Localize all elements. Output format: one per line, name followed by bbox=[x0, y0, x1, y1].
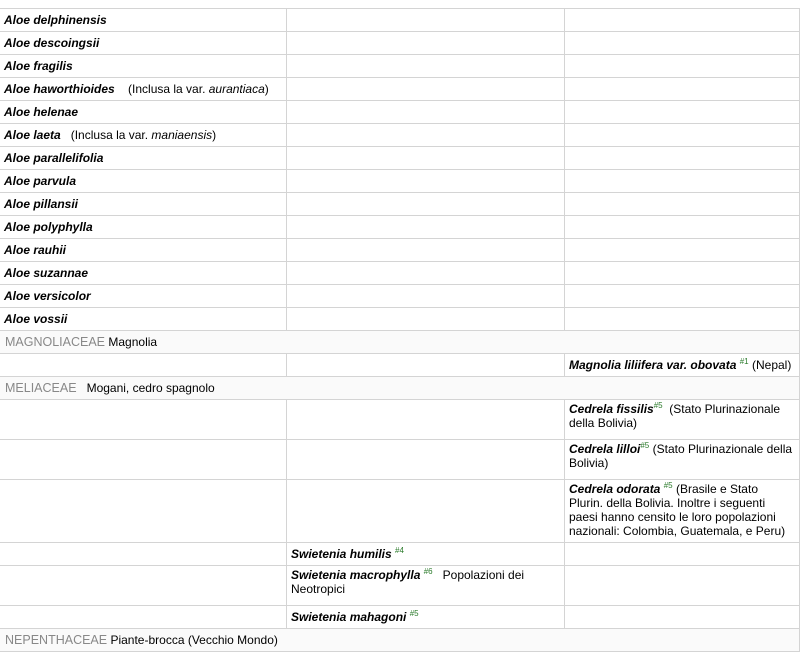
family-common-name: Mogani, cedro spagnolo bbox=[86, 381, 215, 395]
appendix-i-cell bbox=[0, 606, 287, 629]
appendix-ii-cell bbox=[287, 124, 565, 147]
table-row bbox=[0, 262, 800, 285]
appendix-ii-cell bbox=[287, 480, 565, 543]
species-note bbox=[128, 82, 269, 96]
appendix-i-cell bbox=[0, 101, 287, 124]
note-text: (Inclusa la var. bbox=[128, 82, 209, 96]
family-header-cell bbox=[0, 629, 800, 652]
species-name: Aloe rauhii bbox=[4, 243, 67, 257]
table-row bbox=[0, 440, 800, 480]
annotation-link[interactable]: #5 bbox=[663, 481, 673, 490]
appendix-i-cell bbox=[0, 32, 287, 55]
table-row bbox=[0, 543, 800, 566]
species-name: Aloe parallelifolia bbox=[4, 151, 104, 165]
appendix-iii-cell bbox=[565, 216, 800, 239]
appendix-iii-cell bbox=[565, 400, 800, 440]
appendix-i-cell bbox=[0, 78, 287, 101]
species-name: Magnolia liliifera var. obovata bbox=[569, 358, 737, 372]
table-row bbox=[0, 101, 800, 124]
note-text: (Inclusa la var. bbox=[70, 128, 152, 142]
note-text: ) bbox=[212, 128, 217, 142]
variety-name: aurantiaca bbox=[208, 82, 265, 96]
appendix-ii-cell bbox=[287, 239, 565, 262]
appendix-i-cell bbox=[0, 543, 287, 566]
species-name: Aloe helenae bbox=[4, 105, 79, 119]
family-common-name: Magnolia bbox=[108, 335, 158, 349]
table-row bbox=[0, 239, 800, 262]
appendix-ii-cell bbox=[287, 193, 565, 216]
species-name: Aloe suzannae bbox=[4, 266, 89, 280]
table-row bbox=[0, 216, 800, 239]
species-name: Aloe pillansii bbox=[4, 197, 79, 211]
table-row bbox=[0, 354, 800, 377]
appendix-iii-cell bbox=[565, 480, 800, 543]
table-row bbox=[0, 285, 800, 308]
table-row bbox=[0, 193, 800, 216]
appendix-iii-cell bbox=[565, 239, 800, 262]
appendix-ii-cell bbox=[287, 308, 565, 331]
appendix-ii-cell bbox=[287, 543, 565, 566]
appendix-iii-cell bbox=[565, 566, 800, 606]
annotation-link[interactable]: #4 bbox=[395, 546, 404, 555]
appendix-ii-cell bbox=[287, 32, 565, 55]
appendix-iii-cell bbox=[565, 101, 800, 124]
appendix-ii-cell bbox=[287, 170, 565, 193]
appendix-i-cell bbox=[0, 55, 287, 78]
table-row bbox=[0, 32, 800, 55]
appendix-i-cell bbox=[0, 285, 287, 308]
species-name: Aloe descoingsii bbox=[4, 36, 100, 50]
appendix-iii-cell bbox=[565, 170, 800, 193]
appendix-iii-cell bbox=[565, 285, 800, 308]
annotation-link[interactable]: #1 bbox=[739, 357, 749, 366]
annotation-link[interactable]: #5 bbox=[653, 401, 663, 410]
annotation-link[interactable]: #5 bbox=[640, 441, 650, 450]
table-row bbox=[0, 170, 800, 193]
species-name: Aloe fragilis bbox=[4, 59, 73, 73]
table-row bbox=[0, 308, 800, 331]
table-row bbox=[0, 55, 800, 78]
species-name: Swietenia mahagoni bbox=[291, 610, 407, 624]
annotation-link[interactable]: #5 bbox=[409, 609, 419, 618]
appendix-iii-cell bbox=[565, 32, 800, 55]
appendix-i-cell bbox=[0, 566, 287, 606]
appendix-iii-cell bbox=[565, 147, 800, 170]
species-note bbox=[71, 128, 216, 142]
species-note: Popolazioni dei Neotropici bbox=[291, 568, 525, 596]
family-header-cell bbox=[0, 331, 800, 354]
appendix-iii-cell bbox=[565, 9, 800, 32]
appendix-i-cell bbox=[0, 440, 287, 480]
family-header-row bbox=[0, 377, 800, 400]
species-note: (Stato Plurinazionale della Bolivia) bbox=[569, 402, 781, 430]
table-row bbox=[0, 400, 800, 440]
appendix-i-cell bbox=[0, 124, 287, 147]
appendix-i-cell bbox=[0, 9, 287, 32]
appendix-ii-cell bbox=[287, 9, 565, 32]
annotation-link[interactable]: #6 bbox=[423, 567, 433, 576]
appendix-ii-cell bbox=[287, 55, 565, 78]
family-name: MAGNOLIACEAE bbox=[5, 335, 106, 349]
appendix-iii-cell bbox=[565, 78, 800, 101]
appendix-ii-cell bbox=[287, 262, 565, 285]
appendix-i-cell bbox=[0, 193, 287, 216]
species-name: Swietenia humilis bbox=[291, 547, 392, 561]
family-name: NEPENTHACEAE bbox=[5, 633, 108, 647]
species-name: Aloe polyphylla bbox=[4, 220, 93, 234]
appendix-i-cell bbox=[0, 216, 287, 239]
appendix-iii-cell bbox=[565, 354, 800, 377]
appendix-ii-cell bbox=[287, 216, 565, 239]
appendix-ii-cell bbox=[287, 147, 565, 170]
appendix-i-cell bbox=[0, 400, 287, 440]
table-row bbox=[0, 566, 800, 606]
table-row bbox=[0, 147, 800, 170]
appendix-i-cell bbox=[0, 170, 287, 193]
appendix-iii-cell bbox=[565, 606, 800, 629]
species-name: Cedrela fissilis bbox=[569, 402, 654, 416]
species-name: Cedrela odorata bbox=[569, 482, 661, 496]
appendix-iii-cell bbox=[565, 262, 800, 285]
family-header-cell bbox=[0, 377, 800, 400]
appendix-ii-cell bbox=[287, 78, 565, 101]
family-header-row bbox=[0, 331, 800, 354]
species-name: Aloe laeta bbox=[4, 128, 61, 142]
family-header-row bbox=[0, 629, 800, 652]
table-row bbox=[0, 124, 800, 147]
species-name: Aloe parvula bbox=[4, 174, 77, 188]
species-name: Swietenia macrophylla bbox=[291, 568, 421, 582]
appendix-ii-cell bbox=[287, 101, 565, 124]
appendix-ii-cell bbox=[287, 566, 565, 606]
species-note: (Stato Plurinazionale della Bolivia) bbox=[569, 442, 793, 470]
table-row bbox=[0, 9, 800, 32]
species-name: Aloe vossii bbox=[4, 312, 68, 326]
note-text: ) bbox=[264, 82, 269, 96]
appendix-iii-cell bbox=[565, 55, 800, 78]
species-note: (Nepal) bbox=[751, 358, 792, 372]
appendix-i-cell bbox=[0, 480, 287, 543]
variety-name: maniaensis bbox=[151, 128, 213, 142]
family-common-name: Piante-brocca (Vecchio Mondo) bbox=[110, 633, 278, 647]
appendix-i-cell bbox=[0, 262, 287, 285]
species-name: Cedrela lilloi bbox=[569, 442, 641, 456]
appendix-i-cell bbox=[0, 147, 287, 170]
table-row bbox=[0, 480, 800, 543]
appendix-ii-cell bbox=[287, 400, 565, 440]
appendix-iii-cell bbox=[565, 440, 800, 480]
species-name: Aloe haworthioides bbox=[4, 82, 115, 96]
cites-appendix-table bbox=[0, 8, 800, 652]
table-row bbox=[0, 606, 800, 629]
appendix-ii-cell bbox=[287, 354, 565, 377]
appendix-iii-cell bbox=[565, 543, 800, 566]
species-name: Aloe delphinensis bbox=[4, 13, 107, 27]
family-name: MELIACEAE bbox=[5, 381, 77, 395]
appendix-iii-cell bbox=[565, 193, 800, 216]
appendix-iii-cell bbox=[565, 124, 800, 147]
appendix-i-cell bbox=[0, 354, 287, 377]
appendix-ii-cell bbox=[287, 285, 565, 308]
appendix-ii-cell bbox=[287, 440, 565, 480]
table-row bbox=[0, 78, 800, 101]
appendix-iii-cell bbox=[565, 308, 800, 331]
species-note: (Brasile e Stato Plurin. della Bolivia. Inoltre i seguenti paesi hanno censito le loro popolazioni nazionali: Colombia, Guatemala, e Peru) bbox=[569, 482, 786, 538]
appendix-i-cell bbox=[0, 308, 287, 331]
species-name: Aloe versicolor bbox=[4, 289, 91, 303]
appendix-i-cell bbox=[0, 239, 287, 262]
appendix-ii-cell bbox=[287, 606, 565, 629]
